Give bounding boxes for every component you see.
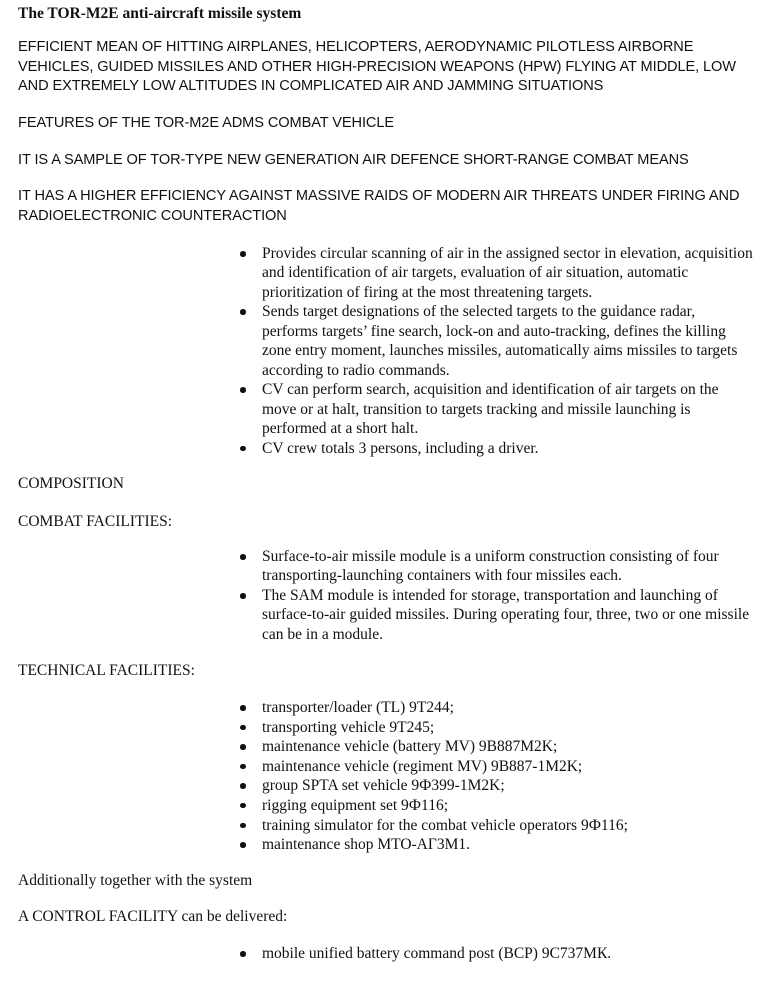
list-item: Surface-to-air missile module is a uniform construction consisting of four transporting-launching containers with four missiles each.: [262, 547, 754, 586]
list-item: transporting vehicle 9T245;: [262, 718, 754, 737]
features-heading: FEATURES OF THE TOR-M2E ADMS COMBAT VEHICLE: [18, 115, 395, 131]
combat-facilities-list: [262, 547, 754, 644]
feature-paragraph-1: IT IS A SAMPLE OF TOR-TYPE NEW GENERATION AIR DEFENCE SHORT-RANGE COMBAT MEANS: [18, 152, 689, 168]
control-facility-heading: A CONTROL FACILITY can be delivered:: [18, 908, 288, 925]
technical-facilities-heading: TECHNICAL FACILITIES:: [18, 662, 195, 679]
control-facility-list: [262, 944, 754, 964]
feature-paragraph-2: IT HAS A HIGHER EFFICIENCY AGAINST MASSIVE RAIDS OF MODERN AIR THREATS UNDER FIRING AND RADIOELECTRONIC COUNTERACTION: [18, 188, 740, 224]
list-item: CV can perform search, acquisition and identification of air targets on the move or at halt, transition to targets tracking and missile launching is performed at a short halt.: [262, 380, 754, 438]
list-item: CV crew totals 3 persons, including a driver.: [262, 439, 754, 458]
list-item: The SAM module is intended for storage, transportation and launching of surface-to-air guided missiles. During operating four, three, two or one missile can be in a module.: [262, 586, 754, 644]
intro-paragraph: EFFICIENT MEAN OF HITTING AIRPLANES, HELICOPTERS, AERODYNAMIC PILOTLESS AIRBORNE VEHICLES, GUIDED MISSILES AND OTHER HIGH-PRECISION WEAPONS (HPW) FLYING AT MIDDLE, LOW AND EXTREMELY LOW ALTITUDES IN COMPLICATED AIR AND JAMMING SITUATIONS: [18, 39, 736, 94]
list-item: maintenance shop MTO-АГ3М1.: [262, 835, 754, 854]
list-item: rigging equipment set 9Ф116;: [262, 796, 754, 815]
list-item: mobile unified battery command post (BCP) 9С737МК.: [262, 944, 754, 963]
features-list: [262, 244, 754, 458]
list-item: training simulator for the combat vehicle operators 9Ф116;: [262, 816, 754, 835]
list-item: maintenance vehicle (regiment MV) 9B887-1M2K;: [262, 757, 754, 776]
list-item: Sends target designations of the selected targets to the guidance radar, performs targets’ fine search, lock-on and auto-tracking, defines the killing zone entry moment, launches missiles, automatically aims missiles to targets according to radio commands.: [262, 302, 754, 380]
technical-facilities-list: [262, 698, 754, 855]
list-item: transporter/loader (TL) 9T244;: [262, 698, 754, 717]
page-title: The TOR-M2E anti-aircraft missile system: [18, 5, 302, 22]
list-item: Provides circular scanning of air in the assigned sector in elevation, acquisition and identification of air targets, evaluation of air situation, automatic prioritization of firing at the most threatening targets.: [262, 245, 753, 301]
combat-facilities-heading: COMBAT FACILITIES:: [18, 513, 173, 530]
composition-heading: COMPOSITION: [18, 475, 124, 492]
additionally-text: Additionally together with the system: [18, 872, 253, 889]
list-item: group SPTA set vehicle 9Ф399-1M2K;: [262, 776, 754, 795]
list-item: maintenance vehicle (battery MV) 9B887M2K;: [262, 737, 754, 756]
